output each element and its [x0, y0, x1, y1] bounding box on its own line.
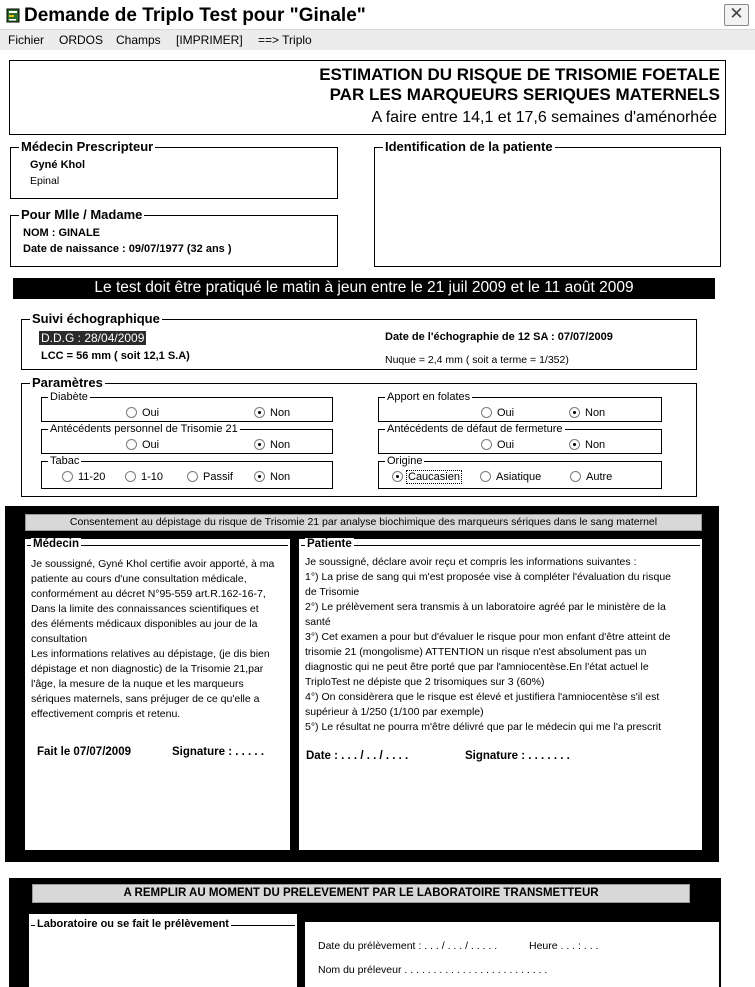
diabete-oui-label: Oui: [142, 407, 160, 419]
medecin-line: consultation: [31, 633, 88, 645]
origine-autre-radio[interactable]: [570, 471, 581, 482]
lcc-text: LCC = 56 mm ( soit 12,1 S.A): [41, 350, 190, 362]
diabete-oui-radio[interactable]: [126, 407, 137, 418]
menu-bar: [0, 30, 755, 50]
lab-legend: Laboratoire ou se fait le prélèvement: [37, 918, 229, 930]
heure-prelevement: Heure . . . : . . .: [529, 940, 599, 952]
folates-oui-label: Oui: [497, 407, 515, 419]
origine-autre-label: Autre: [586, 471, 613, 483]
consent-title-bar: [25, 514, 702, 531]
patiente-line: 5°) Le résultat ne pourra m'être délivré que par le médecin qui me l'a prescrit: [305, 721, 662, 733]
banner-text: Le test doit être pratiqué le matin à jeun entre le 21 juil 2009 et le 11 août 2009: [94, 279, 634, 296]
antecedents-t21-oui-radio[interactable]: [126, 439, 137, 450]
app-icon: [6, 8, 20, 23]
nom-preleveur: Nom du préleveur . . . . . . . . . . . . . . . . . . . . . . . . .: [318, 964, 548, 976]
patiente-line: de Trisomie: [305, 586, 360, 598]
origine-caucasien-label: Caucasien: [408, 471, 460, 483]
antecedents-t21-non-label: Non: [270, 439, 291, 451]
signature-patiente: Signature : . . . . . . .: [465, 750, 570, 762]
patient-group: [10, 207, 338, 267]
patiente-text: [305, 555, 701, 735]
patiente-line: 3°) Cet examen a pour but d'évaluer le risque pour mon enfant d'être atteint de: [305, 631, 671, 643]
diabete-non-radio[interactable]: [254, 407, 265, 418]
params-group: [21, 375, 697, 497]
window-title: Demande de Triplo Test pour "Ginale": [24, 5, 366, 26]
header-title-2: PAR LES MARQUEURS SERIQUES MATERNELS: [329, 85, 720, 104]
fait-le-text: Fait le 07/07/2009: [37, 746, 131, 758]
origine-legend: Origine: [387, 455, 423, 467]
medecin-text: [31, 557, 289, 722]
fermeture-group: [378, 423, 662, 454]
consent-section: [5, 506, 719, 862]
menu-triplo[interactable]: ==> Triplo: [258, 33, 312, 47]
patient-identification-legend: Identification de la patiente: [385, 139, 553, 154]
medecin-line: Les informations relatives au dépistage, (je dis bien: [31, 648, 270, 660]
fermeture-non-radio[interactable]: [569, 439, 580, 450]
patiente-line: 4°) On considèrera que le risque est élevé et justifiera l'amniocentèse s'il est: [305, 691, 660, 703]
origine-asiatique-label: Asiatique: [496, 471, 542, 483]
medecin-line: Dans la limite des connaissances scientifiques et: [31, 603, 259, 615]
fermeture-oui-label: Oui: [497, 439, 515, 451]
antecedents-t21-legend: Antécédents personnel de Trisomie 21: [50, 423, 238, 435]
lab-left-panel: [29, 914, 297, 987]
tabac-1-10-label: 1-10: [141, 471, 164, 483]
folates-legend: Apport en folates: [387, 391, 471, 403]
diabete-legend: Diabète: [50, 391, 88, 403]
tabac-11-20-radio[interactable]: [62, 471, 73, 482]
date-prelevement: Date du prélèvement : . . . / . . . / . . . . .: [318, 940, 498, 952]
patiente-line: Je soussigné, déclare avoir reçu et compris les informations suivantes :: [305, 556, 637, 568]
medecin-line: conformément au décret N°95-559 art.R.162-16-7,: [31, 588, 266, 600]
nuque-text: Nuque = 2,4 mm ( soit a terme = 1/352): [385, 354, 569, 366]
diabete-non-label: Non: [270, 407, 291, 419]
fermeture-oui-radio[interactable]: [481, 439, 492, 450]
medecin-line: sériques maternels, sans préjuger de ce qu'elle a: [31, 693, 260, 705]
menu-ordos[interactable]: ORDOS: [59, 33, 104, 47]
diabete-group: [41, 391, 333, 422]
antecedents-t21-group: [41, 423, 333, 454]
prescriber-city: Epinal: [30, 175, 60, 187]
origine-caucasien-radio[interactable]: [392, 471, 403, 482]
fermeture-legend: Antécédents de défaut de fermeture: [387, 423, 563, 435]
medecin-line: effectivement compris et retenu.: [31, 708, 181, 720]
prescriber-legend: Médecin Prescripteur: [21, 139, 154, 154]
patiente-line: santé: [305, 616, 331, 628]
test-date-banner: [13, 278, 715, 299]
header-box: [9, 60, 726, 135]
patient-identification-group: [374, 139, 721, 267]
lab-right-panel: [305, 922, 719, 987]
date-patiente: Date : . . . / . . / . . . .: [306, 750, 409, 762]
medecin-line: Je soussigné, Gyné Khol certifie avoir apporté, à ma: [31, 558, 275, 570]
medecin-line: des éléments médicaux disponibles au jour de la: [31, 618, 258, 630]
params-legend: Paramètres: [32, 375, 103, 390]
medecin-line: patiente au cours d'une consultation médicale,: [31, 573, 247, 585]
prescriber-group: [10, 139, 338, 199]
patiente-line: TriploTest ne dépiste que 2 trisomiques sur 3 (60%): [305, 676, 545, 688]
patiente-legend: Patiente: [307, 538, 352, 550]
header-subtitle: A faire entre 14,1 et 17,6 semaines d'aménorhée: [371, 109, 717, 126]
folates-group: [378, 391, 662, 422]
patient-name: NOM : GINALE: [23, 227, 100, 239]
lab-group: [31, 918, 295, 987]
prescriber-name: Gyné Khol: [30, 159, 86, 171]
antecedents-t21-non-radio[interactable]: [254, 439, 265, 450]
lab-title: A REMPLIR AU MOMENT DU PRELEVEMENT PAR LE LABORATOIRE TRANSMETTEUR: [123, 887, 599, 899]
folates-non-label: Non: [585, 407, 606, 419]
tabac-non-label: Non: [270, 471, 291, 483]
patiente-line: 2°) Le prélèvement sera transmis à un laboratoire agréé par le ministère de la: [305, 601, 666, 613]
menu-champs[interactable]: Champs: [116, 33, 161, 47]
echo-date: Date de l'échographie de 12 SA : 07/07/2009: [385, 331, 613, 343]
fermeture-non-label: Non: [585, 439, 606, 451]
folates-non-radio[interactable]: [569, 407, 580, 418]
title-bar: [0, 0, 755, 30]
ddg-field[interactable]: D.D.G : 28/04/2009: [41, 331, 145, 345]
signature-medecin: Signature : . . . . .: [172, 746, 265, 758]
echo-group: [21, 311, 697, 370]
antecedents-t21-oui-label: Oui: [142, 439, 160, 451]
menu-imprimer[interactable]: [IMPRIMER]: [176, 33, 243, 47]
medecin-line: dépistage et non diagnostic) de la Trisomie 21,par: [31, 663, 264, 675]
patiente-line: 1°) La prise de sang qui m'est proposée vise à compléter l'évaluation du risque: [305, 571, 671, 583]
consent-title: Consentement au dépistage du risque de Trisomie 21 par analyse biochimique des marqueurs sériques dans le sang maternel: [69, 516, 658, 528]
tabac-1-10-radio[interactable]: [125, 471, 136, 482]
consent-medecin-panel: [25, 539, 290, 850]
medecin-legend: Médecin: [33, 538, 80, 550]
patiente-line: trisomie 21 (mongolisme) ATTENTION un risque n'est absolument pas un: [305, 646, 647, 658]
tabac-passif-radio[interactable]: [187, 471, 198, 482]
medecin-line: l'âge, la mesure de la nuque et les marqueurs: [31, 678, 244, 690]
tabac-11-20-label: 11-20: [78, 471, 106, 483]
menu-fichier[interactable]: Fichier: [8, 33, 45, 47]
folates-oui-radio[interactable]: [481, 407, 492, 418]
tabac-group: [41, 455, 333, 489]
patient-dob: Date de naissance : 09/07/1977 (32 ans ): [23, 243, 232, 255]
tabac-non-radio[interactable]: [254, 471, 265, 482]
lab-section: [9, 878, 721, 987]
tabac-passif-label: Passif: [203, 471, 233, 483]
tabac-legend: Tabac: [50, 455, 80, 467]
consent-patiente-panel: [299, 539, 702, 850]
header-title-1: ESTIMATION DU RISQUE DE TRISOMIE FOETALE: [319, 65, 720, 84]
patiente-line: diagnostic qui ne peut être porté que par l'amniocentèse.En l'état actuel le: [305, 661, 649, 673]
echo-legend: Suivi échographique: [32, 311, 160, 326]
patiente-line: supérieur à 1/250 (1/100 par exemple): [305, 706, 484, 718]
origine-asiatique-radio[interactable]: [480, 471, 491, 482]
lab-title-bar: [32, 884, 690, 903]
origine-group: [378, 455, 662, 489]
close-button[interactable]: ✕: [724, 4, 749, 26]
patient-legend: Pour Mlle / Madame: [21, 207, 143, 222]
